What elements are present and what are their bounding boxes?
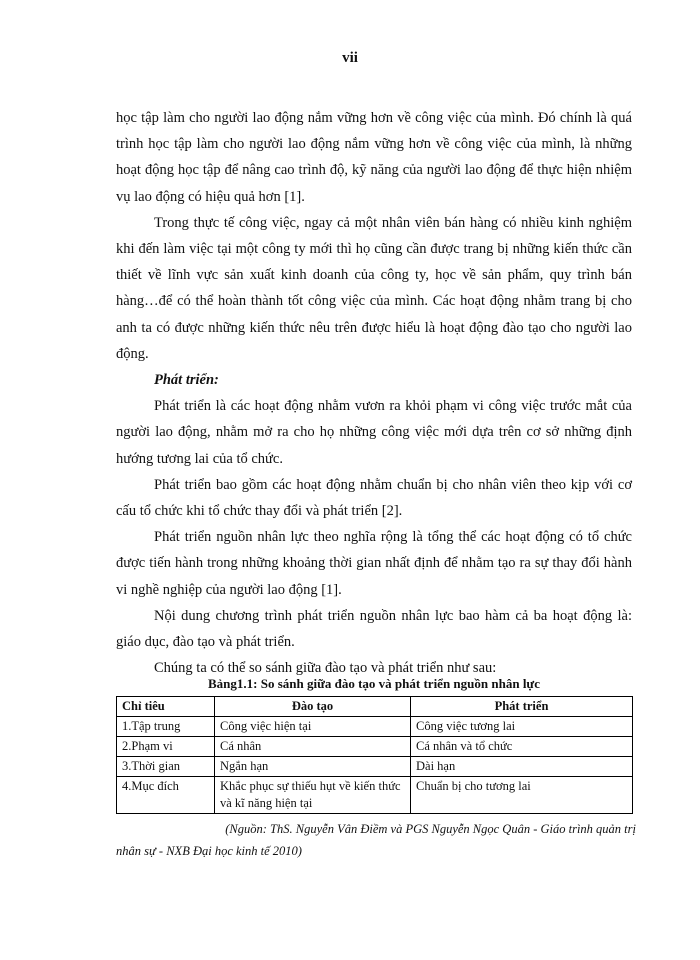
table-cell: 2.Phạm vi	[117, 737, 215, 757]
table-cell: Khắc phục sự thiếu hụt về kiến thức và kĩ năng hiện tại	[215, 777, 411, 814]
table-cell: Công việc hiện tại	[215, 717, 411, 737]
paragraph: Phát triển là các hoạt động nhằm vươn ra khỏi phạm vi công việc trước mắt của người lao động, nhằm mở ra cho họ những công việc mới dựa trên cơ sở những định hướng tương lai của tổ chức.	[116, 398, 632, 467]
table-source-continued: nhân sự - NXB Đại học kinh tế 2010)	[116, 844, 302, 858]
section-heading: Phát triển:	[154, 372, 219, 389]
paragraph: học tập làm cho người lao động nắm vững hơn về công việc của mình. Đó chính là quá trình học tập làm cho người lao động nắm vững hơn về công việc của mình, là những hoạt động học tập để nâng cao trình độ, kỹ năng của người lao động để thực hiện nhiệm vụ lao động có hiệu quả hơn [1].	[116, 110, 632, 205]
table-cell: Ngắn hạn	[215, 757, 411, 777]
table-cell: 1.Tập trung	[117, 717, 215, 737]
header-training: Đào tạo	[215, 697, 411, 717]
paragraph: Trong thực tế công việc, ngay cả một nhân viên bán hàng có nhiều kinh nghiệm khi đến làm việc tại một công ty mới thì họ cũng cần được trang bị những kiến thức cần thiết về lĩnh vực sản xuất kinh doanh của công ty, học về sản phẩm, quy trình bán hàng…để có thể hoàn thành tốt công việc của mình. Các hoạt động nhằm trang bị cho anh ta có được những kiến thức nêu trên được hiểu là hoạt động đào tạo cho người lao động.	[116, 214, 632, 362]
table-cell: 3.Thời gian	[117, 757, 215, 777]
body-text	[116, 105, 632, 681]
paragraph: Chúng ta có thể so sánh giữa đào tạo và phát triển như sau:	[154, 660, 497, 677]
table-cell: Cá nhân và tổ chức	[411, 737, 633, 757]
table-cell: Công việc tương lai	[411, 717, 633, 737]
table-row	[117, 737, 633, 757]
table-row	[117, 757, 633, 777]
paragraph: Nội dung chương trình phát triển nguồn nhân lực bao hàm cả ba hoạt động là: giáo dục, đào tạo và phát triển.	[116, 607, 632, 651]
page-number: vii	[342, 50, 358, 66]
paragraph: Phát triển nguồn nhân lực theo nghĩa rộng là tổng thể các hoạt động có tổ chức được tiến hành trong những khoảng thời gian nhất định để nhằm tạo ra sự thay đổi hành vi nghề nghiệp của người lao động [1].	[116, 529, 632, 598]
table-cell: Chuẩn bị cho tương lai	[411, 777, 633, 814]
table-cell: 4.Mục đích	[117, 777, 215, 814]
header-criteria: Chỉ tiêu	[117, 697, 215, 717]
table-cell: Cá nhân	[215, 737, 411, 757]
paragraph: Phát triển bao gồm các hoạt động nhằm chuẩn bị cho nhân viên theo kịp với cơ cấu tổ chức khi tổ chức thay đổi và phát triển [2].	[116, 476, 632, 520]
table-cell: Dài hạn	[411, 757, 633, 777]
table-row	[117, 717, 633, 737]
table-header-row	[117, 697, 633, 717]
table-row	[117, 777, 633, 814]
table-source: (Nguồn: ThS. Nguyễn Vân Điềm và PGS Nguyễn Ngọc Quân - Giáo trình quản trị	[225, 822, 636, 836]
header-development: Phát triển	[411, 697, 633, 717]
comparison-table	[116, 696, 633, 814]
table-caption: Bảng1.1: So sánh giữa đào tạo và phát triển nguồn nhân lực	[207, 676, 540, 691]
